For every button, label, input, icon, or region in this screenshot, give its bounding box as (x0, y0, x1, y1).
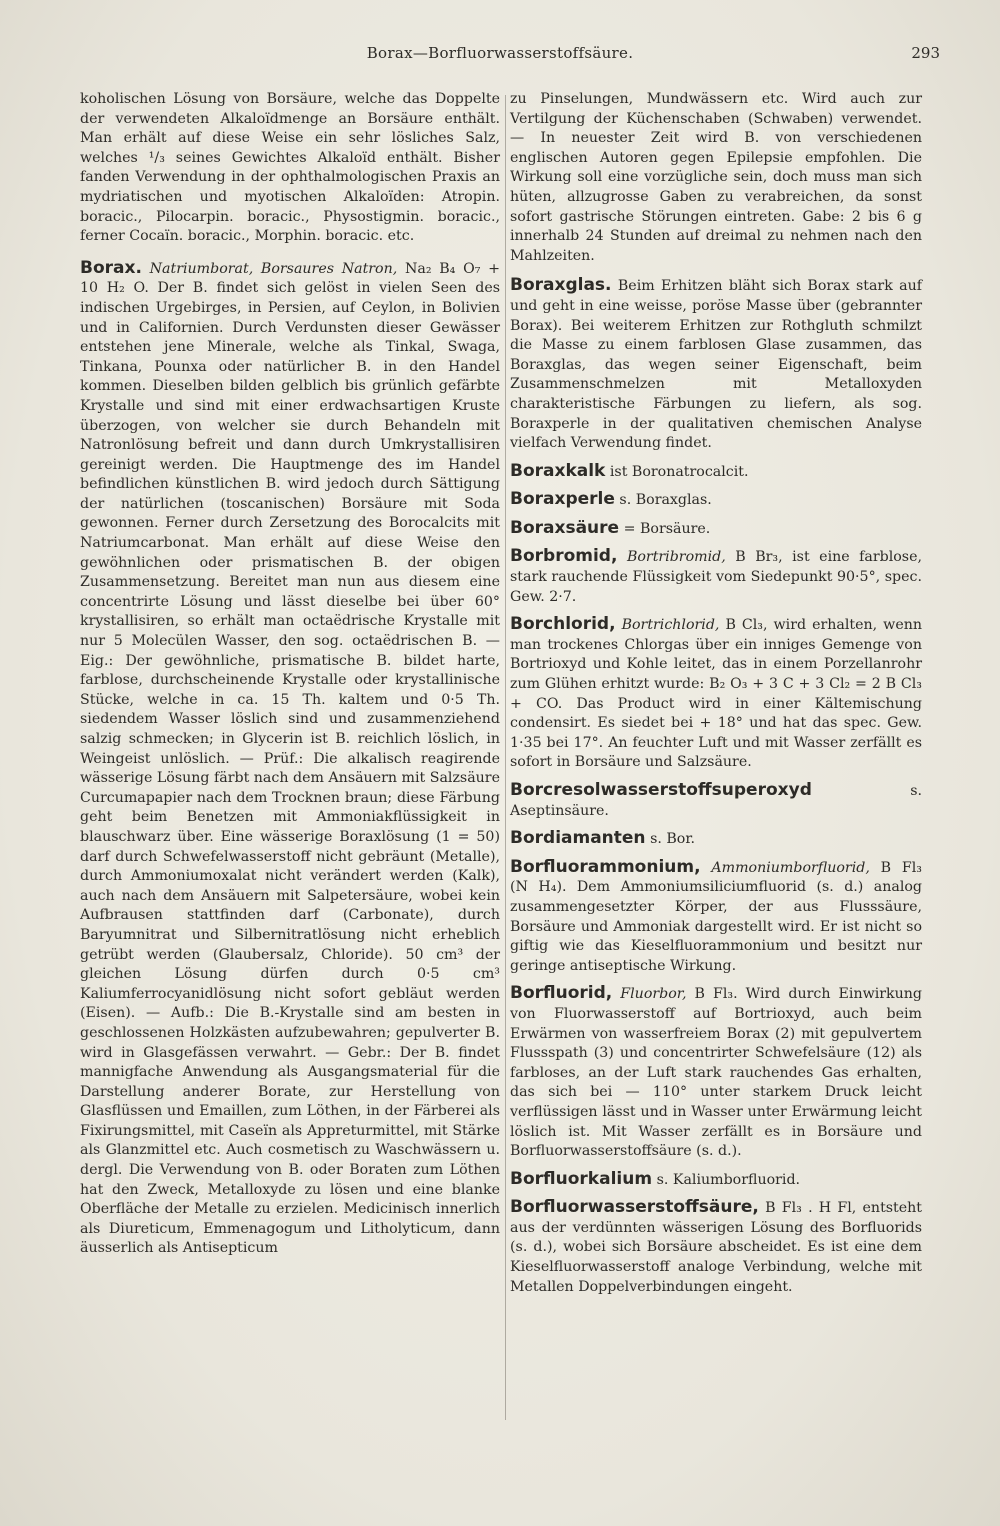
entry-synonyms: Ammoniumborfluorid, (711, 859, 870, 876)
entry-synonyms: Natriumborat, Borsaures Natron, (149, 260, 398, 277)
entry-body: ist Boronatrocalcit. (609, 463, 749, 480)
entry-synonyms: Bortrichlorid, (621, 617, 720, 634)
entry-boraxkalk (510, 462, 922, 483)
entry-borfluorammonium (510, 858, 922, 977)
entry-body: s. Kaliumborfluorid. (656, 1171, 801, 1188)
entry-body: Beim Erhitzen bläht sich Borax stark auf und geht in eine weisse, poröse Masse über (gebrannter Borax). Bei weiterem Erhitzen zur Rothgluth schmilzt die Masse zu einem farblosen Glase zusammen, das Boraxglas, das wegen seiner Eigenschaft, beim Zusammenschmelzen mit Metalloxyden charakteristische Färbungen zu liefern, als sog. Boraxperle in der qualitativen chemischen Analyse vielfach Verwendung findet. (510, 278, 922, 452)
entry-body: B Fl₃ . H Fl, entsteht aus der verdünnten wässerigen Lösung des Borfluorids (s. d.), wobei sich Borsäure abscheidet. Es ist eine dem Kieselfluorwasserstoff analoge Verbindung, welche mit Metallen Doppelverbindungen eingeht. (510, 1200, 922, 1295)
entry-borfluorid (510, 984, 922, 1161)
entry-body: s. Boraxglas. (619, 492, 712, 509)
entry-synonyms: Fluorbor, (620, 986, 687, 1003)
running-title: Borax—Borfluorwasserstoffsäure. (366, 44, 634, 62)
right-column (510, 90, 922, 1305)
column-divider (505, 95, 506, 1420)
entry-bordiamanten (510, 829, 922, 850)
entry-body: B Cl₃, wird erhalten, wenn man trockenes Chlorgas über ein inniges Gemenge von Bortrioxyd und Kohle leitet, das in einem Porzellanrohr zum Glühen erhitzt wurde: B₂ O₃ + 3 C + 3 Cl₂ = 2 B Cl₃ + CO. Das Product wird in einer Kältemischung condensirt. Es siedet bei + 18° und hat das spec. Gew. 1·35 bei 17°. An feuchter Luft und mit Wasser zerfällt es sofort in Borsäure und Salzsäure. (510, 617, 922, 771)
entry-body: Na₂ B₄ O₇ + 10 H₂ O. Der B. findet sich gelöst in vielen Seen des indischen Urgebirges, in Persien, auf Ceylon, in Bolivien und in Californien. Durch Verdunsten dieser Gewässer entstehen jene Minerale, welche als Tinkal, Swaga, Tinkana, Pounxa oder natürlicher B. in den Handel kommen. Dieselben bilden gelblich bis grünlich gefärbte Krystalle und sind mit einer erdwachsartigen Kruste überzogen, von welcher sie durch Behandeln mit Natronlösung befreit und dann durch Umkrystallisiren gereinigt werden. Die Hauptmenge des im Handel befindlichen künstlichen B. wird jedoch durch Sättigung der natürlichen (toscanischen) Borsäure mit Soda gewonnen. Ferner durch Zersetzung des Borocalcits mit Natriumcarbonat. Man erhält auf diese Weise den gewöhnlichen oder prismatischen B. der obigen Zusammensetzung. Bereitet man nun aus diesem eine concentrirte Lösung und lässt dieselbe bei über 60° krystallisiren, so erhält man octaëdrische Krystalle mit nur 5 Molecülen Wasser, den sog. octaëdrischen B. — Eig.: Der gewöhnliche, prismatische B. bildet harte, farblose, durchscheinende Krystalle oder krystallinische Stücke, welche in ca. 15 Th. kaltem und 0·5 Th. siedendem Wasser löslich sind und zusammenziehend salzig schmecken; in Glycerin ist B. reichlich löslich, in Weingeist unlöslich. — Prüf.: Die alkalisch reagirende wässerige Lösung färbt nach dem Ansäuern mit Salzsäure Curcumapapier nach dem Trocknen braun; diese Färbung geht beim Benetzen mit Ammoniakflüssigkeit in blauschwarz über. Eine wässerige Boraxlösung (1 = 50) darf durch Schwefelwasserstoff nicht gebräunt (Metalle), durch Ammoniumoxalat nicht verändert werden (Kalk), auch nach dem Ansäuern mit Salpetersäure, wobei kein Aufbrausen stattfinden darf (Carbonate), durch Baryumnitrat und Silbernitratlösung nicht erheblich getrübt werden (Glaubersalz, Chloride). 50 cm³ der gleichen Lösung dürfen durch 0·5 cm³ Kaliumferrocyanidlösung nicht sofort gebläut werden (Eisen). — Aufb.: Die B.-Krystalle sind am besten in geschlossenen Holzkästen aufzubewahren; gepulverter B. wird in Glasgefässen verwahrt. — Gebr.: Der B. findet mannigfache Anwendung als Ausgangsmaterial für die Darstellung anderer Borate, zur Herstellung von Glasflüssen und Emaillen, zum Löthen, in der Färberei als Fixirungsmittel, mit Caseïn als Appreturmittel, mit Stärke als Glanzmittel etc. Auch cosmetisch zu Waschwässern u. dergl. Die Verwendung von B. oder Boraten zum Löthen hat den Zweck, Metalloxyde zu lösen und eine blanke Oberfläche der Metalle zu erzielen. Medicinisch innerlich als Diureticum, Emmenagogum und Litholyticum, dann äusserlich als Antisepticum (80, 260, 500, 1257)
entry-body: s. Aseptinsäure. (510, 783, 922, 819)
entry-body: s. Bor. (650, 831, 696, 848)
page-number: 293 (911, 44, 940, 62)
entry-headword: Borcresolwasserstoffsuperoxyd (510, 780, 812, 800)
entry-headword: Borfluorwasserstoffsäure, (510, 1197, 759, 1218)
entry-borcresolwasserstoffsuperoxyd (510, 781, 922, 821)
entry-headword: Borchlorid, (510, 614, 616, 635)
entry-borbromid (510, 547, 922, 607)
continued-text: koholischen Lösung von Borsäure, welche das Doppelte der verwendeten Alkaloïdmenge an Borsäure enthält. Man erhält auf diese Weise ein sehr lösliches Salz, welches ¹/₃ seines Gewichtes Alkaloïd enthält. Bisher fanden Verwendung in der ophthalmologischen Praxis an mydriatischen und myotischen Alkaloïden: Atropin. boracic., Pilocarpin. boracic., Physostigmin. boracic., ferner Cocaïn. boracic., Morphin. boracic. etc. (80, 91, 500, 245)
entry-synonyms: Bortribromid, (626, 549, 726, 566)
entry-body: = Borsäure. (623, 520, 711, 537)
entry-headword: Borfluorkalium (510, 1168, 653, 1189)
entry-boraxsaeure (510, 519, 922, 540)
entry-borax (80, 259, 500, 1259)
entry-headword: Boraxkalk (510, 460, 606, 481)
entry-headword: Borfluorammonium, (510, 856, 701, 877)
entry-borfluorkalium (510, 1170, 922, 1191)
entry-body: B Fl₃ (N H₄). Dem Ammoniumsiliciumfluorid (s. d.) analog zusammengesetzter Körper, der aus Flusssäure, Borsäure und Ammoniak dargestellt wird. Er ist nicht so giftig wie das Kieselfluorammonium und besitzt nur geringe antiseptische Wirkung. (510, 859, 922, 974)
entry-borchlorid (510, 615, 922, 773)
entry-headword: Borfluorid, (510, 983, 613, 1004)
entry-borfluorwasserstoffsaeure (510, 1198, 922, 1297)
entry-boraxglas (510, 276, 922, 453)
entry-headword: Borbromid, (510, 546, 618, 567)
entry-headword: Boraxsäure (510, 517, 620, 538)
entry-boraxperle (510, 490, 922, 511)
entry-body: B Br₃, ist eine farblose, stark rauchende Flüssigkeit vom Siedepunkt 90·5°, spec. Gew. 2·7. (510, 549, 922, 605)
entry-headword: Bordiamanten (510, 828, 646, 849)
left-column (80, 90, 500, 1267)
entry-headword: Borax. (80, 257, 142, 278)
entry-headword: Boraxperle (510, 489, 615, 510)
continued-text: zu Pinselungen, Mundwässern etc. Wird auch zur Vertilgung der Küchenschaben (Schwaben) verwendet. — In neuester Zeit wird B. von verschiedenen englischen Autoren gegen Epilepsie empfohlen. Die Wirkung soll eine vorzügliche sein, doch muss man sich hüten, allzugrosse Gaben zu verabreichen, da sonst sofort gastrische Störungen eintreten. Gabe: 2 bis 6 g innerhalb 24 Stunden auf dreimal zu nehmen nach den Mahlzeiten. (510, 91, 922, 264)
entry-body: B Fl₃. Wird durch Einwirkung von Fluorwasserstoff auf Bortrioxyd, auch beim Erwärmen von wasserfreiem Borax (2) mit gepulvertem Flussspath (3) und concentrirter Schwefelsäure (12) als farbloses, an der Luft stark rauchendes Gas erhalten, das sich bei — 110° unter starkem Druck leicht verflüssigen lässt und in Wasser unter Erwärmung leicht löslich ist. Mit Wasser zerfällt es in Borsäure und Borfluorwasserstoffsäure (s. d.). (510, 986, 922, 1160)
entry-headword: Boraxglas. (510, 275, 612, 296)
